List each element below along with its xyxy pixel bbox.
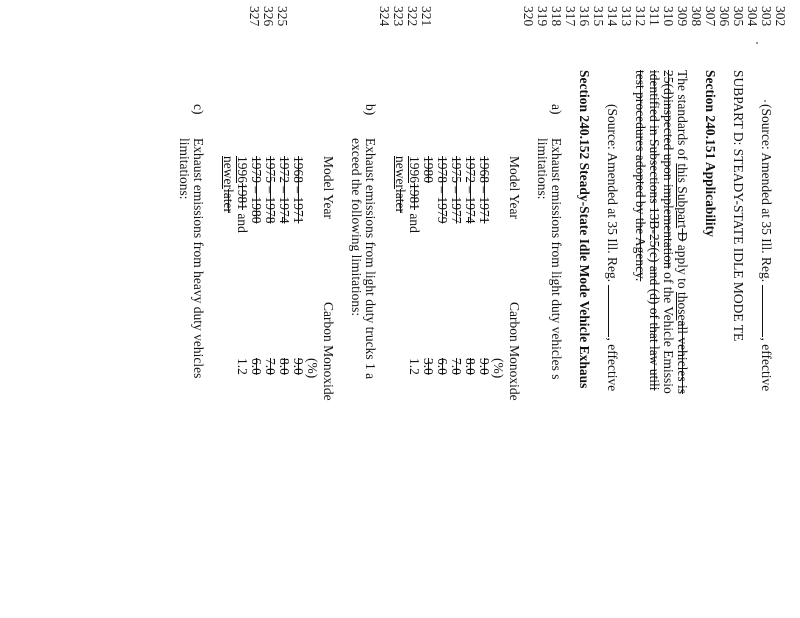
table-value: 7.0 [263,358,278,375]
source-note-tail: , effective [605,337,620,392]
line-number: 314 [605,6,620,27]
inserted-text: newer [393,156,408,189]
deleted-text: later [221,188,236,213]
item-marker: b) [363,104,378,116]
column-header-unit: (%) [491,358,506,379]
scan-speck [756,42,758,44]
column-header-model-year: Model Year [507,156,522,219]
text-run: apply to [675,241,690,292]
subpart-heading: SUBPART D: STEADY-STATE IDLE MODE TE [731,70,746,342]
blank-line [608,285,620,337]
source-note [758,104,774,391]
scan-speck [764,100,766,102]
section-heading: Section 240.151 Applicability [703,70,718,237]
paragraph-line [674,70,690,394]
column-header-unit: (%) [305,358,320,379]
source-note-text: (Source: Amended at 35 Ill. Reg. [605,104,620,286]
table-year [234,156,250,233]
line-number: 326 [261,6,276,27]
line-number: 327 [247,6,262,27]
line-number: 302 [773,6,788,27]
table-year: 1978 – 1979 [435,156,450,224]
line-number: 309 [675,6,690,27]
section-heading: Section 240.152 Steady-State Idle Mode Vehicle Exhaus [577,70,592,389]
table-year [220,156,236,213]
item-text: limitations: [177,138,192,200]
line-number: 318 [549,6,564,27]
table-year: 1975 – 1978 [263,156,278,224]
table-year [406,156,422,233]
source-note-tail: , effective [759,337,774,392]
table-value: 6.0 [249,358,264,375]
line-number: 312 [633,6,648,27]
line-number: 307 [703,6,718,27]
line-number: 310 [661,6,676,27]
line-number: 304 [745,6,760,27]
table-value: 9.0 [477,358,492,375]
source-note [604,104,620,391]
line-number: 320 [521,6,536,27]
table-value: 6.0 [435,358,450,375]
deleted-text: D [675,228,690,242]
table-year: 1972 – 1974 [277,156,292,224]
inserted-text: those [675,292,690,321]
item-marker: c) [191,104,206,115]
table-value: 8.0 [463,358,478,375]
table-value: 9.0 [291,358,306,375]
column-header-co: Carbon Monoxide [507,302,522,401]
column-header-co: Carbon Monoxide [321,302,336,401]
table-year [392,156,408,213]
table-value: 1.2 [407,358,422,375]
table-year: 1968 – 1971 [291,156,306,224]
text-run: and [235,210,250,233]
line-number: 315 [591,6,606,27]
blank-line [762,285,774,337]
inserted-text: 1996 [235,156,250,183]
line-number: 325 [275,6,290,27]
item-text: limitations: [535,138,550,200]
column-header-model-year: Model Year [321,156,336,219]
table-value: 3.0 [421,358,436,375]
table-value: 8.0 [277,358,292,375]
table-year: 1972 – 1974 [463,156,478,224]
paragraph-line: test procedures adopted by the Agency. [633,70,648,282]
source-note-text: (Source: Amended at 35 Ill. Reg. [759,104,774,286]
line-number: 308 [689,6,704,27]
inserted-text: 1996 [407,156,422,183]
table-year: 1980 [421,156,436,183]
deleted-text: inspected upon implementation [661,99,676,269]
line-number: 324 [377,6,392,27]
line-number: 323 [391,6,406,27]
item-text: Exhaust emissions from light duty vehicles s [549,138,564,380]
line-number: 319 [535,6,550,27]
inserted-text: newer [221,156,236,189]
table-year: 1968 – 1971 [477,156,492,224]
item-text: Exhaust emissions from light duty trucks 1 a [363,138,378,380]
table-year: 1979 – 1980 [249,156,264,224]
text-run: of the Vehicle Emissio [661,268,676,394]
text-run: and [407,210,422,233]
line-number: 311 [647,6,662,26]
line-number: 306 [717,6,732,27]
table-value: 7.0 [449,358,464,375]
deleted-text: later [393,188,408,213]
paragraph-line: identified in Subsections 13B-25(c) and (d) of that law utili [647,70,662,391]
line-number: 322 [405,6,420,27]
line-number: 317 [563,6,578,27]
deleted-text: 1981 [407,183,422,210]
line-number: 313 [619,6,634,27]
inserted-text: this Subpart [675,163,690,229]
item-text: exceed the following limitations: [349,138,364,317]
line-number: 305 [731,6,746,27]
line-number: 303 [759,6,774,27]
deleted-text: 25(d) [661,70,676,100]
item-marker: a) [549,104,564,115]
table-year: 1975 – 1977 [449,156,464,224]
deleted-text: 1981 [235,183,250,210]
text-run: The standards of [675,70,690,164]
table-value: 1.2 [235,358,250,375]
line-number: 316 [577,6,592,27]
paragraph-line [660,70,676,394]
deleted-text: all vehicles is [675,320,690,394]
line-number: 321 [419,6,434,27]
item-text: Exhaust emissions from heavy duty vehicles [191,138,206,379]
